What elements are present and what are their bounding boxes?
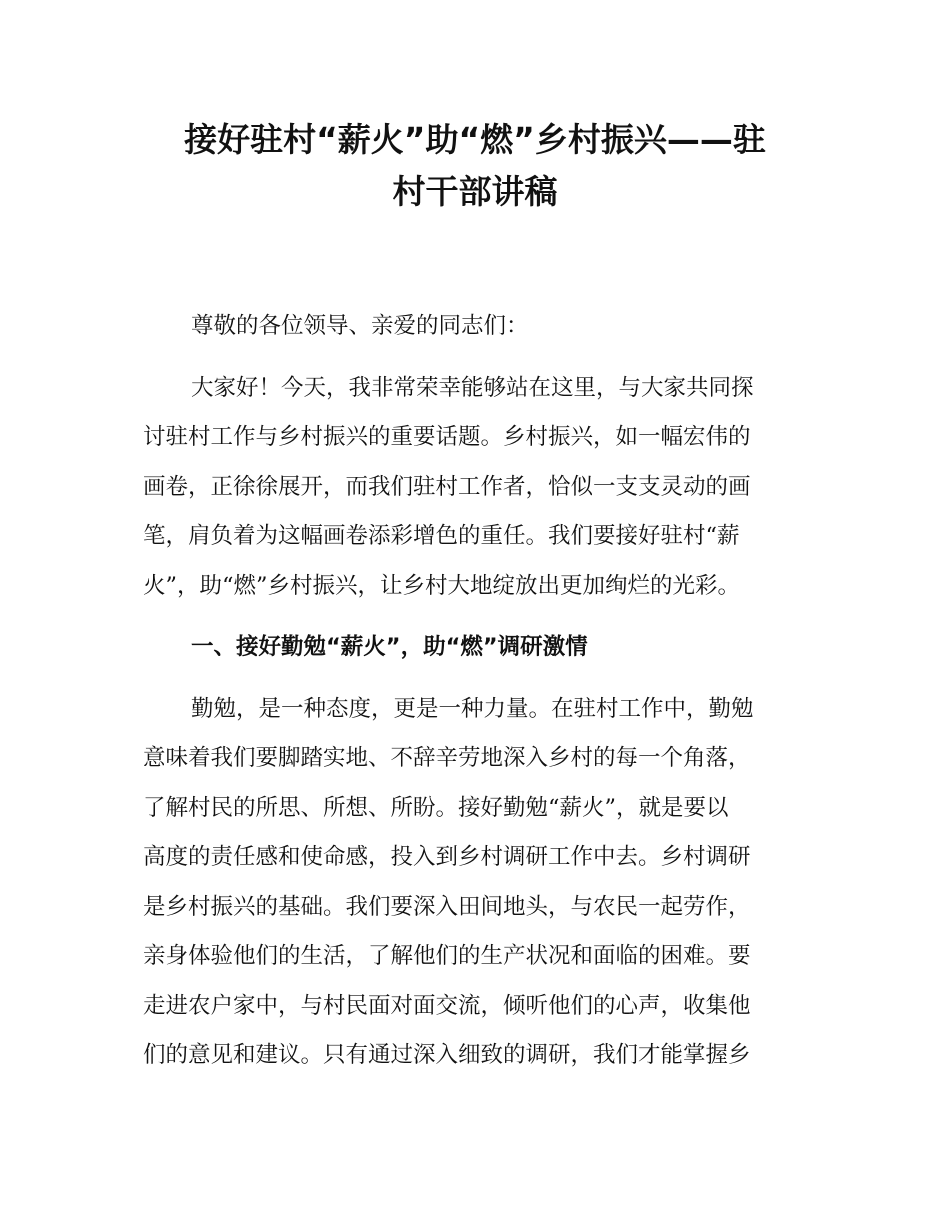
section-heading-text: 一、接好勤勉“薪火”，助“燃”调研激情: [191, 634, 588, 660]
section-line: 意味着我们要脚踏实地、不辞辛劳地深入乡村的每一个角落，: [143, 745, 751, 771]
salutation-text: 尊敬的各位领导、亲爱的同志们：: [191, 313, 529, 339]
section-line: 了解村民的所思、所想、所盼。接好勤勉“薪火”，就是要以: [143, 794, 729, 821]
document-body: [143, 302, 813, 1081]
salutation-paragraph: [143, 302, 813, 352]
intro-paragraph: [143, 364, 813, 612]
section-line: 亲身体验他们的生活，了解他们的生产状况和面临的困难。要: [143, 943, 751, 969]
intro-line: 火”，助“燃”乡村振兴，让乡村大地绽放出更加绚烂的光彩。: [143, 572, 741, 599]
document-title: [140, 114, 810, 218]
section-heading: [143, 623, 813, 673]
intro-line: 画卷，正徐徐展开，而我们驻村工作者，恰似一支支灵动的画: [143, 473, 751, 500]
section-line: 是乡村振兴的基础。我们要深入田间地头，与农民一起劳作，: [143, 893, 751, 920]
section-line: 走进农户家中，与村民面对面交流，倾听他们的心声，收集他: [143, 992, 751, 1019]
title-line-1: 接好驻村“薪火”助“燃”乡村振兴——驻: [184, 120, 766, 159]
intro-line: 大家好！今天，我非常荣幸能够站在这里，与大家共同探: [191, 374, 754, 401]
section-line: 们的意见和建议。只有通过深入细致的调研，我们才能掌握乡: [143, 1042, 751, 1068]
intro-line: 讨驻村工作与乡村振兴的重要话题。乡村振兴，如一幅宏伟的: [143, 424, 751, 450]
section-paragraph: [143, 685, 813, 1081]
title-line-2: 村干部讲稿: [392, 172, 558, 211]
intro-line: 笔，肩负着为这幅画卷添彩增色的重任。我们要接好驻村“薪: [143, 523, 740, 549]
section-line: 高度的责任感和使命感，投入到乡村调研工作中去。乡村调研: [143, 844, 751, 870]
section-line: 勤勉，是一种态度，更是一种力量。在驻村工作中，勤勉: [191, 695, 754, 722]
